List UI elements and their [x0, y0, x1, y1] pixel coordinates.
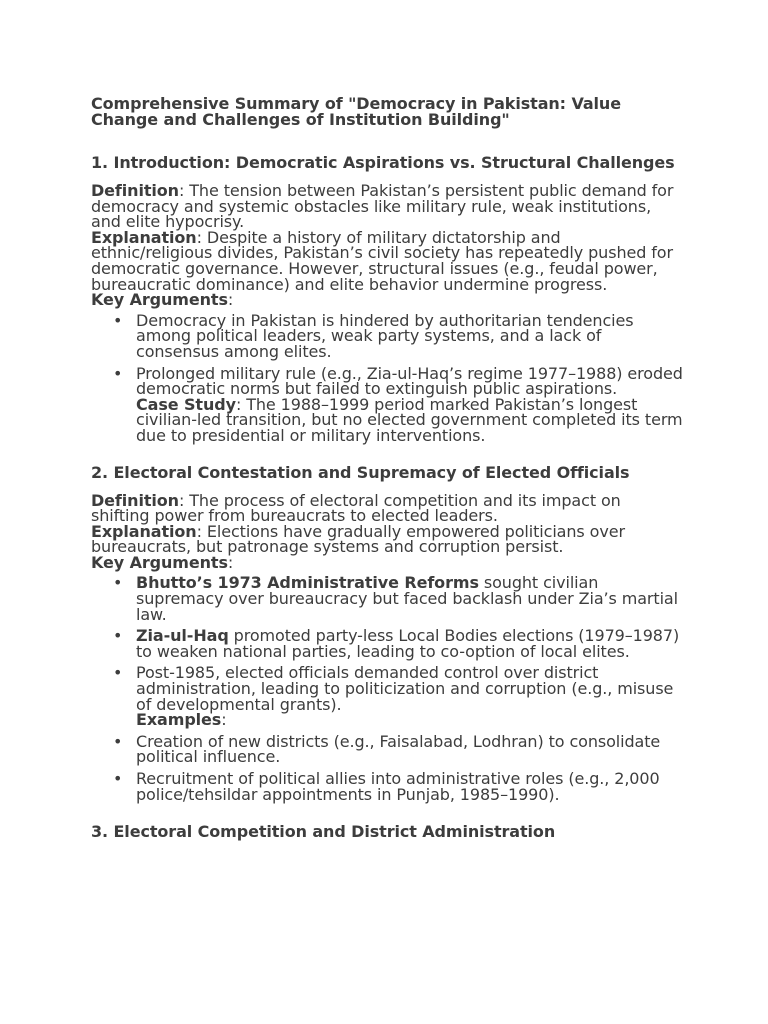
definition-text: : The tension between Pakistan’s persistent public demand for democracy and systemic obstacles like military rule, weak institutions, and elite hypocrisy.	[91, 181, 674, 232]
case-study-label: Case Study	[136, 394, 236, 414]
key-arguments-list	[91, 575, 683, 802]
document-page	[91, 96, 683, 852]
key-arguments-label: Key Arguments:	[91, 290, 234, 310]
list-item: • Bhutto’s 1973 Administrative Reforms sought civilian supremacy over bureaucracy but faced backlash under Zia’s martial law.	[91, 575, 683, 622]
list-item: • Prolonged military rule (e.g., Zia-ul-Haq’s regime 1977–1988) eroded democratic norms but failed to extinguish public aspirations. Case Study: The 1988–1999 period marked Pakistan’s longest civilian-led transition, but no elected government completed its term due to presidential or military interventions.	[91, 366, 683, 444]
section-heading: 3. Electoral Competition and District Administration	[91, 822, 556, 842]
list-item: • Recruitment of political allies into administrative roles (e.g., 2,000 police/tehsildar appointments in Punjab, 1985–1990).	[91, 771, 683, 802]
definition-paragraph	[91, 183, 683, 230]
section-district-administration	[91, 824, 683, 840]
key-arguments-label: Key Arguments:	[91, 552, 234, 572]
examples-label: Examples:	[136, 710, 227, 730]
case-study	[136, 394, 683, 445]
section-heading: 1. Introduction: Democratic Aspirations vs. Structural Challenges	[91, 153, 675, 172]
list-item: • Democracy in Pakistan is hindered by authoritarian tendencies among political leaders, weak party systems, and a lack of consensus among elites.	[91, 313, 683, 360]
explanation-paragraph	[91, 521, 683, 557]
definition-label: Definition	[91, 490, 179, 510]
explanation-paragraph	[91, 227, 683, 294]
definition-text: : The process of electoral competition and its impact on shifting power from bureaucrats to elected leaders.	[91, 490, 621, 526]
section-electoral-contestation	[91, 462, 683, 804]
case-study-text: : The 1988–1999 period marked Pakistan’s longest civilian-led transition, but no elected government completed its term due to presidential or military interventions.	[136, 394, 683, 445]
list-item: • Creation of new districts (e.g., Faisalabad, Lodhran) to consolidate political influence.	[91, 734, 683, 765]
list-item: • Post-1985, elected officials demanded control over district administration, leading to politicization and corruption (e.g., misuse of developmental grants). Examples:	[91, 665, 683, 727]
explanation-label: Explanation	[91, 521, 197, 541]
section-introduction	[91, 155, 683, 444]
definition-paragraph	[91, 490, 683, 526]
explanation-text: : Despite a history of military dictatorship and ethnic/religious divides, Pakistan’s civil society has repeatedly pushed for democratic governance. However, structural issues (e.g., feudal power, bureaucratic dominance) and elite behavior undermine progress.	[91, 227, 673, 294]
section-heading: 2. Electoral Contestation and Supremacy of Elected Officials	[91, 462, 630, 482]
explanation-text: : Elections have gradually empowered politicians over bureaucrats, but patronage systems and corruption persist.	[91, 521, 625, 557]
list-item: • Zia-ul-Haq promoted party-less Local Bodies elections (1979–1987) to weaken national parties, leading to co-option of local elites.	[91, 628, 683, 659]
key-arguments-list	[91, 310, 683, 445]
document-title: Comprehensive Summary of "Democracy in Pakistan: Value Change and Challenges of Institution Building"	[91, 94, 621, 129]
explanation-label: Explanation	[91, 227, 197, 247]
definition-label: Definition	[91, 181, 179, 200]
